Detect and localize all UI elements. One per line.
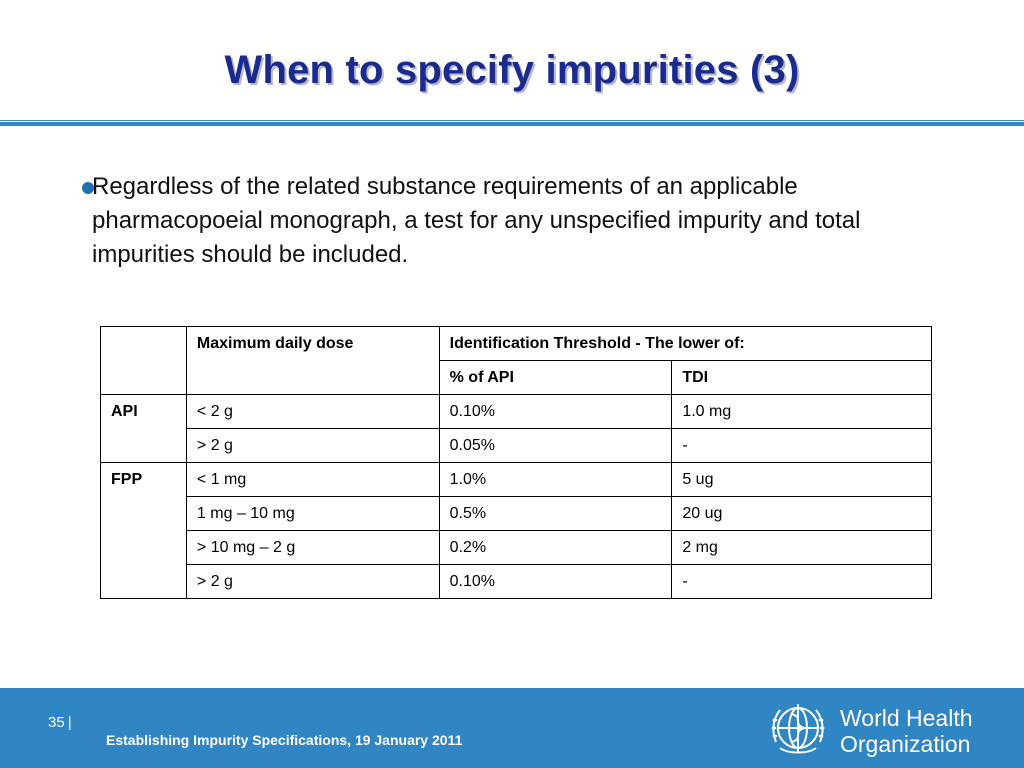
- page-number-separator: |: [67, 714, 72, 731]
- cell-percent: 0.2%: [439, 531, 672, 565]
- cell-percent: 0.05%: [439, 429, 672, 463]
- table-row: [101, 463, 932, 497]
- table-row: [101, 395, 932, 429]
- page-number-value: 35: [48, 714, 65, 731]
- cell-percent: 0.5%: [439, 497, 672, 531]
- impurity-threshold-table: [100, 326, 932, 599]
- table-row: [101, 429, 932, 463]
- cell-dose: 1 mg – 10 mg: [186, 497, 439, 531]
- group-label-api: API: [101, 395, 187, 463]
- cell-dose: < 2 g: [186, 395, 439, 429]
- cell-dose: > 2 g: [186, 429, 439, 463]
- who-wordmark-line2: Organization: [840, 731, 971, 757]
- bullet-text: Regardless of the related substance requirements of an applicable pharmacopoeial monograph, a test for any unspecified impurity and total impurities should be included.: [92, 173, 861, 268]
- table-row: [101, 565, 932, 599]
- header-tdi: TDI: [672, 361, 932, 395]
- page-number: [48, 714, 72, 731]
- cell-dose: > 2 g: [186, 565, 439, 599]
- footer-caption: Establishing Impurity Specifications, 19 January 2011: [106, 732, 463, 748]
- cell-dose: < 1 mg: [186, 463, 439, 497]
- who-wordmark-line1: World Health: [840, 705, 973, 731]
- cell-tdi: 2 mg: [672, 531, 932, 565]
- slide-title: When to specify impurities (3): [224, 48, 800, 92]
- cell-tdi: -: [672, 429, 932, 463]
- header-identification-threshold: Identification Threshold - The lower of:: [439, 327, 931, 361]
- table-row: [101, 497, 932, 531]
- group-label-fpp: FPP: [101, 463, 187, 599]
- title-divider-thin: [0, 120, 1024, 121]
- cell-tdi: 5 ug: [672, 463, 932, 497]
- cell-tdi: 1.0 mg: [672, 395, 932, 429]
- who-wordmark: [840, 705, 973, 757]
- table-header-row: [101, 327, 932, 361]
- footer-bar: [0, 688, 1024, 768]
- cell-percent: 0.10%: [439, 395, 672, 429]
- who-emblem-icon: [766, 696, 830, 760]
- cell-tdi: 20 ug: [672, 497, 932, 531]
- table-corner-cell: [101, 327, 187, 395]
- cell-percent: 0.10%: [439, 565, 672, 599]
- header-percent-api: % of API: [439, 361, 672, 395]
- header-max-daily-dose: Maximum daily dose: [186, 327, 439, 395]
- title-divider-thick: [0, 122, 1024, 126]
- cell-tdi: -: [672, 565, 932, 599]
- cell-dose: > 10 mg – 2 g: [186, 531, 439, 565]
- table-row: [101, 531, 932, 565]
- cell-percent: 1.0%: [439, 463, 672, 497]
